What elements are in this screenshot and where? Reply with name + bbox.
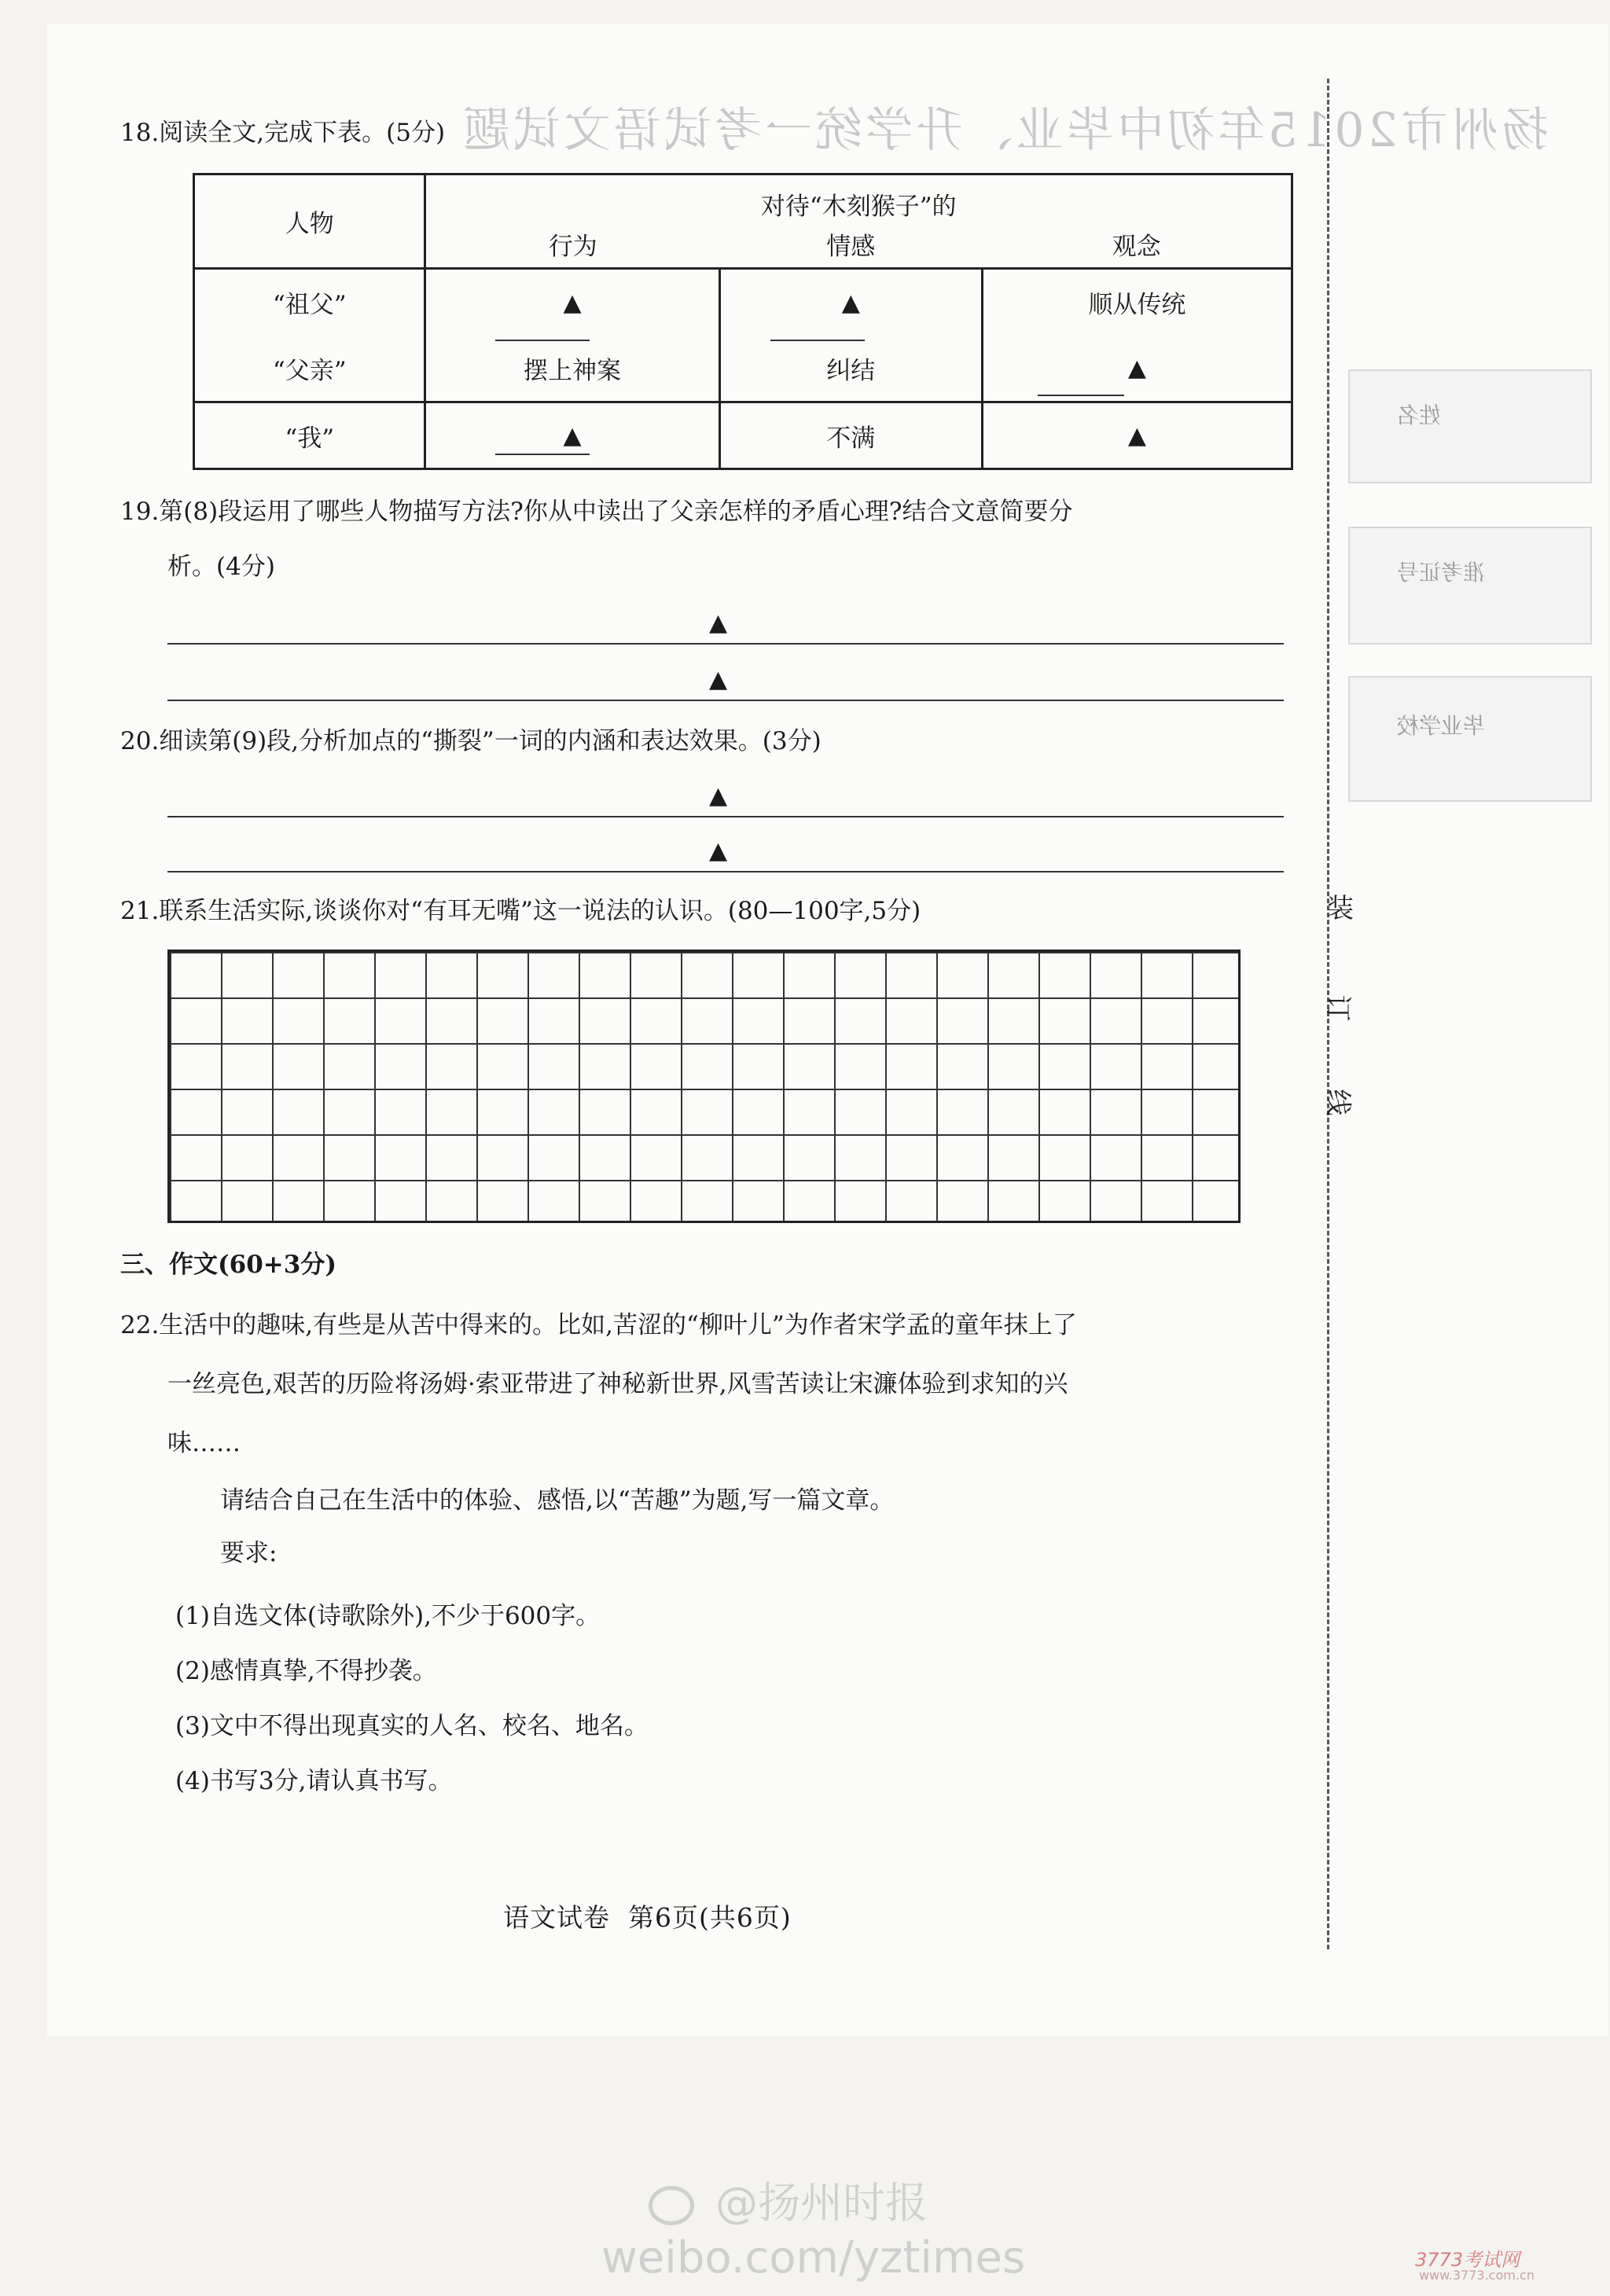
q20-answer-line-1[interactable] [167,816,1284,817]
q22-requirement: (4)书写3分,请认真书写。 [175,1767,453,1795]
weibo-url: weibo.com/yztimes [601,2232,1026,2283]
name-box [1348,369,1592,483]
exam-id-box [1348,527,1592,645]
table-header-action: 行为 [425,222,719,269]
weibo-handle: @扬州时报 [715,2178,928,2228]
q22-line1: 22.生活中的趣味,有些是从苦中得来的。比如,苦涩的“柳叶儿”为作者宋学孟的童年抹上了 [120,1311,1077,1339]
answer-mark-icon: ▲ [563,422,582,450]
q22-requirements-label: 要求: [220,1539,278,1567]
answer-mark-icon: ▲ [1127,355,1146,383]
q19-prompt-line1: 19.第(8)段运用了哪些人物描写方法?你从中读出了父亲怎样的矛盾心理?结合文意简要分 [120,498,1073,526]
answer-mark-icon: ▲ [841,288,860,317]
weibo-watermark [649,2169,928,2230]
answer-mark-icon: ▲ [709,782,728,810]
table-cell-action: 摆上神案 [425,336,719,402]
answer-mark-icon: ▲ [1127,422,1146,450]
table-cell-view[interactable] [982,336,1292,402]
q21-prompt: 21.联系生活实际,谈谈你对“有耳无嘴”这一说法的认识。(80—100字,5分) [120,897,921,925]
table-row-person: “祖父” [194,269,425,336]
page-footer: 语文试卷 第6页(共6页) [503,1902,792,1933]
table-cell-emotion: 纠结 [719,336,982,402]
table-header-group: 对待“木刻猴子”的 [425,174,1292,222]
table-header-view: 观念 [982,222,1292,269]
binding-char: 装 [1327,893,1354,924]
site-url: www.3773.com.cn [1419,2268,1535,2283]
blank-underline [1038,395,1124,396]
binding-char: 线 [1321,1089,1354,1116]
blank-underline [495,454,590,455]
q18-table [193,173,1293,470]
answer-mark-icon: ▲ [563,288,582,317]
q22-requirement: (1)自选文体(诗歌除外),不少于600字。 [175,1602,601,1630]
weibo-icon [649,2186,694,2225]
q19-answer-line-1[interactable] [167,643,1284,645]
answer-mark-icon: ▲ [709,837,728,865]
q22-requirement: (3)文中不得出现真实的人名、校名、地名。 [175,1712,649,1740]
table-row-person: “父亲” [194,336,425,402]
q20-answer-line-2[interactable] [167,871,1284,872]
q20-prompt: 20.细读第(9)段,分析加点的“撕裂”一词的内涵和表达效果。(3分) [120,727,822,755]
q21-writing-grid[interactable] [167,950,1241,1223]
table-header-person: 人物 [194,174,425,269]
bleed-header: 扬州市2015年初中毕业、升学统一考试语文试题 [460,103,1549,158]
table-cell-view: 顺从传统 [982,269,1292,336]
q22-instruction: 请结合自己在生活中的体验、感悟,以“苦趣”为题,写一篇文章。 [220,1486,895,1515]
answer-mark-icon: ▲ [709,666,728,693]
exam-id-box-label: 准考证号 [1397,560,1486,586]
table-cell-view[interactable] [982,402,1292,469]
table-cell-emotion[interactable] [719,269,982,336]
q19-answer-line-2[interactable] [167,700,1284,701]
blank-underline [770,340,865,341]
school-box-label: 毕业学校 [1397,713,1486,739]
table-row-person: “我” [194,402,425,469]
table-header-emotion: 情感 [719,222,982,269]
school-box [1348,676,1592,802]
q22-requirement: (2)感情真挚,不得抄袭。 [175,1657,437,1685]
table-cell-emotion: 不满 [719,402,982,469]
name-box-label: 姓名 [1397,402,1442,428]
q19-prompt-line2: 析。(4分) [167,553,275,581]
q18-prompt: 18.阅读全文,完成下表。(5分) [120,119,446,147]
answer-mark-icon: ▲ [709,609,728,637]
table-cell-action[interactable] [425,269,719,336]
site-logo: 3773考试网 [1415,2249,1520,2271]
table-cell-action[interactable] [425,402,719,469]
section3-heading: 三、作文(60+3分) [120,1251,337,1279]
blank-underline [495,340,590,341]
q22-line2: 一丝亮色,艰苦的历险将汤姆·索亚带进了神秘新世界,风雪苦读让宋濂体验到求知的兴 [167,1370,1068,1398]
binding-char: 订 [1321,994,1354,1022]
q22-line3: 味…… [167,1429,241,1457]
